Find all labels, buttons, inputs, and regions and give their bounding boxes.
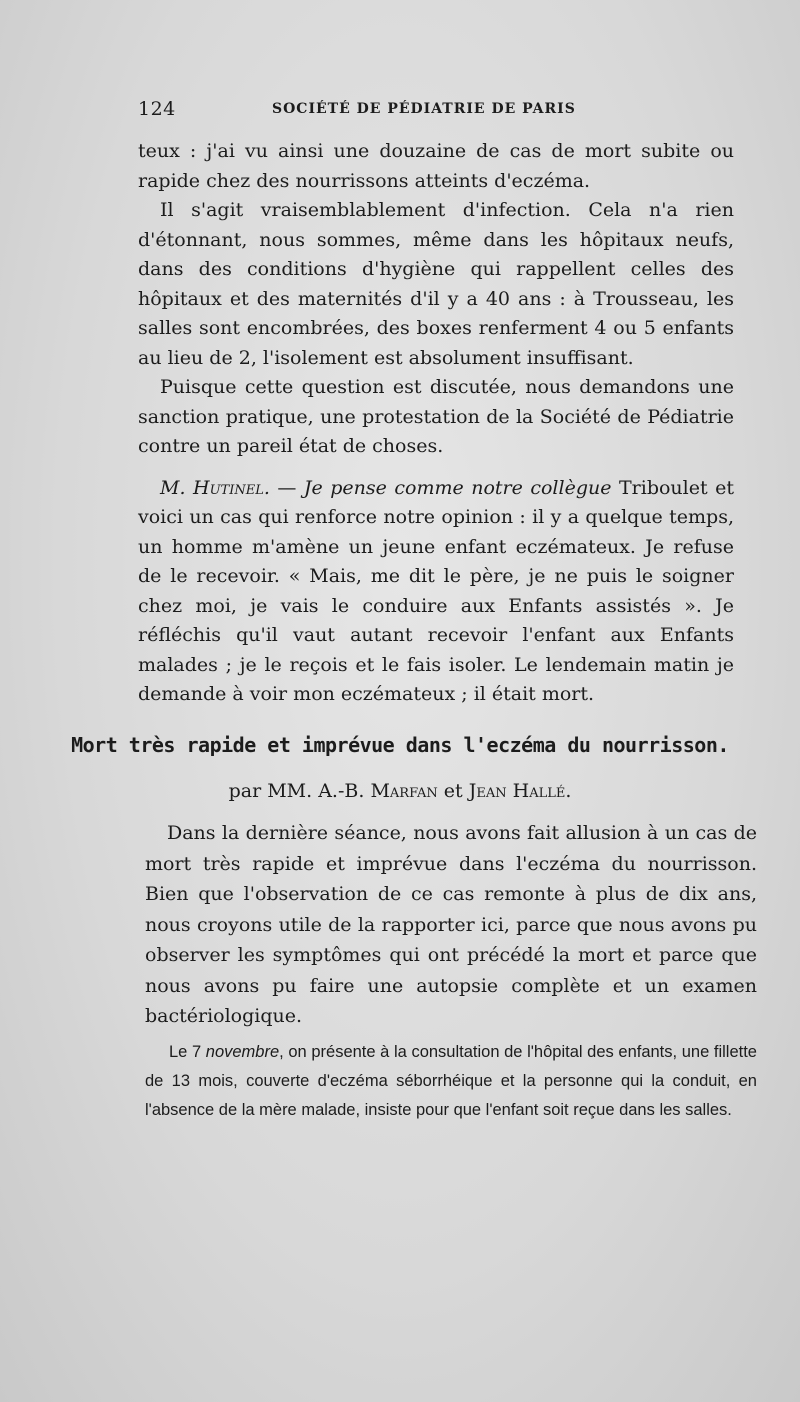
author-halle: Jean Hallé. — [468, 780, 572, 802]
case-date: novembre — [205, 1043, 280, 1061]
article-intro — [145, 818, 757, 1032]
page-header — [136, 98, 756, 122]
article-title: Mort très rapide et imprévue dans l'eczéma du nourrisson. — [71, 733, 729, 757]
running-title: SOCIÉTÉ DE PÉDIATRIE DE PARIS — [272, 101, 576, 117]
paragraph-infection: Il s'agit vraisemblablement d'infection. Cela n'a rien d'étonnant, nous sommes, même dans les hôpitaux neufs, dans des conditions d'hygiène qui rappellent celles des hôpitaux et des maternités d'il y a 40 ans : à Trousseau, les salles sont encombrées, des boxes renferment 4 ou 5 enfants au lieu de 2, l'isolement est absolument insuffisant. — [138, 199, 734, 369]
page-number: 124 — [138, 98, 176, 120]
author-marfan: Marfan — [370, 780, 438, 802]
speaker-speech: Je pense comme notre collègue — [303, 476, 612, 499]
paragraph-case: Le 7 novembre, on présente à la consultation de l'hôpital des enfants, une fillette de 13 mois, couverte d'eczéma séborrhéique et la personne qui la conduit, en l'absence de la mère malade, insiste pour que l'enfant soit reçue dans les salles. — [145, 1043, 757, 1119]
article-byline: par MM. A.-B. Marfan et Jean Hallé. — [228, 780, 572, 802]
paragraph-continuation: teux : j'ai vu ainsi une douzaine de cas de mort subite ou rapide chez des nourrissons atteints d'eczéma. — [138, 140, 734, 192]
case-report — [145, 1038, 757, 1125]
discussion-text — [138, 137, 734, 710]
paragraph-sanction: Puisque cette question est discutée, nous demandons une sanction pratique, une protestation de la Société de Pédiatrie contre un pareil état de choses. — [138, 376, 734, 457]
paragraph-hutinel: M. Hutinel. — Je pense comme notre collègue Triboulet et voici un cas qui renforce notre opinion : il y a quelque temps, un homme m'amène un jeune enfant eczémateux. Je refuse de le recevoir. « Mais, me dit le père, je ne puis le soigner chez moi, je vais le conduire aux Enfants assistés ». Je réfléchis qu'il vaut autant recevoir l'enfant aux Enfants malades ; je le reçois et le fais isoler. Le lendemain matin je demande à voir mon eczémateux ; il était mort. — [138, 476, 734, 705]
speaker-rest: Triboulet et voici un cas qui renforce notre opinion : il y a quelque temps, un homme m'amène un jeune enfant eczémateux. Je refuse de le recevoir. « Mais, me dit le père, je ne puis le soigner chez moi, je vais le conduire aux Enfants assistés ». Je réfléchis qu'il vaut autant recevoir l'enfant aux Enfants malades ; je le reçois et le fais isoler. Le lendemain matin je demande à voir mon eczémateux ; il était mort. — [138, 476, 734, 705]
speaker-name: M. Hutinel. — [160, 476, 270, 499]
paragraph-intro: Dans la dernière séance, nous avons fait allusion à un cas de mort très rapide et imprévue dans l'eczéma du nourrisson. Bien que l'observation de ce cas remonte à plus de dix ans, nous croyons utile de la rapporter ici, parce que nous avons pu observer les symptômes qui ont précédé la mort et parce que nous avons pu faire une autopsie complète et un examen bactériologique. — [145, 822, 757, 1027]
